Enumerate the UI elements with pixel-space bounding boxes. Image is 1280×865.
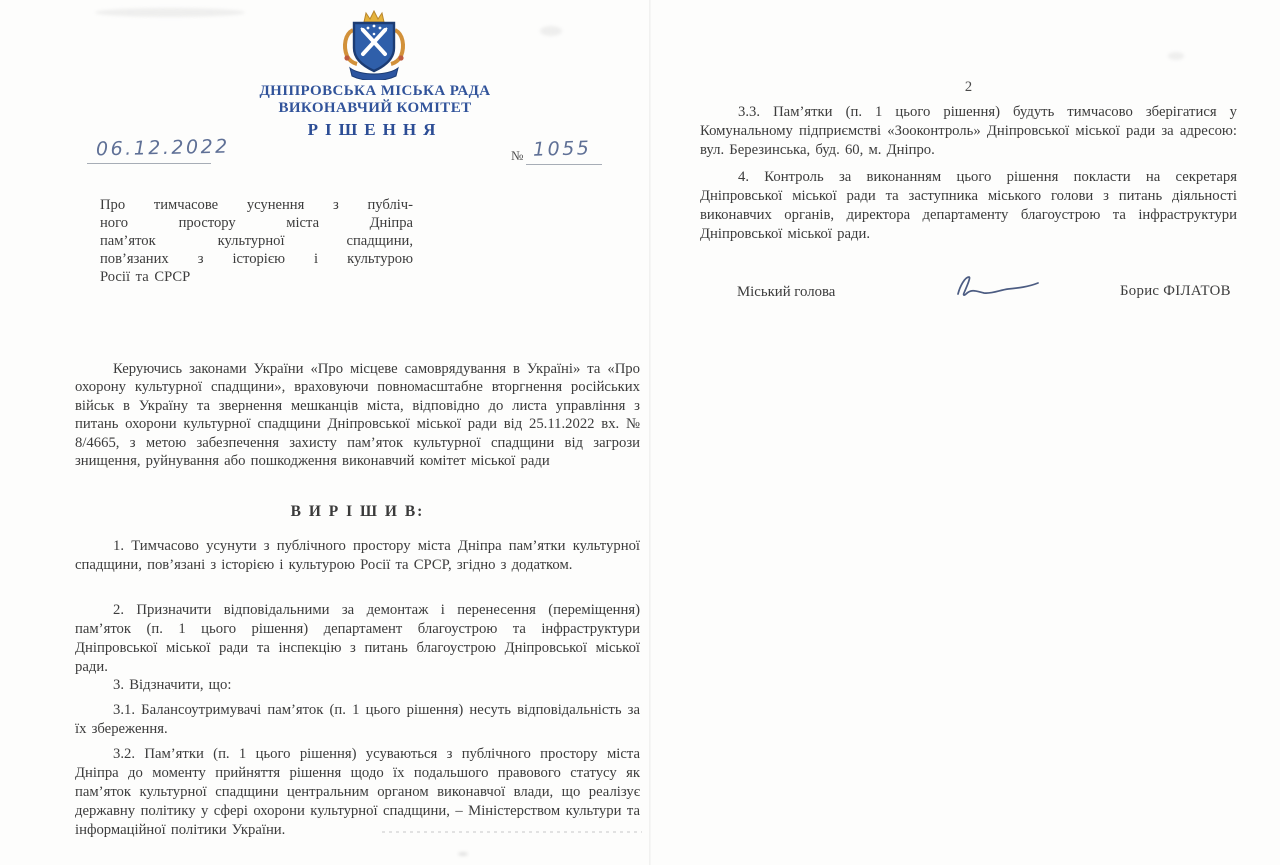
scan-smudge [1168, 52, 1184, 60]
resolution-item-3-3: 3.3. Пам’ятки (п. 1 цього рішення) будуть тимчасово зберігатися у Комунальному підприємстві «Зооконтроль» Дніпровської міської ради за адресою: вул. Березинська, буд. 60, м. Дніпро. [700, 104, 1237, 158]
org-name-line-2: ВИКОНАВЧИЙ КОМІТЕТ [278, 100, 472, 116]
resolution-item-2: 2. Призначити відповідальними за демонтаж і перенесення (переміщення) пам’яток (п. 1 цього рішення) департамент благоустрою та інфраструктури Дніпровської міської ради та інспекцію з питань благоустрою Дніпровської міської ради. [75, 602, 640, 675]
org-name-line-1: ДНІПРОВСЬКА МІСЬКА РАДА [259, 83, 491, 99]
subject-line: пов’язаних з історією і культурою [100, 251, 413, 267]
subject-line: Про тимчасове усунення з публіч- [100, 197, 413, 213]
preamble-paragraph: Керуючись законами України «Про місцеве самоврядування в Україні» та «Про охорону культурної спадщини», враховуючи повномасштабне вторгнення російських військ в Україну та звернення мешканців міста, відповідно до листа управління з питань охорони культурної спадщини Дніпровської міської ради від 25.11.2022 вх. № 8/4665, з метою забезпечення захисту пам’яток культурної спадщини від загрози знищення, руйнування або пошкодження виконавчий комітет міської ради [75, 361, 640, 470]
number-handwritten: 1055 [532, 137, 592, 161]
document-type-title: РІШЕННЯ [307, 120, 443, 139]
signature-scribble-icon [948, 266, 1048, 309]
subject-line: ного простору міста Дніпра [100, 215, 413, 231]
scan-smudge [458, 852, 468, 856]
resolution-item-3-2: 3.2. Пам’ятки (п. 1 цього рішення) усуваються з публічного простору міста Дніпра до моменту прийняття рішення щодо їх подальшого правового статусу як пам’яток культурної спадщини центральним органом виконавчої влади, що реалізує державну політику у сфері охорони культурної спадщини, – Міністерством культури та інформаційної політики України. [75, 746, 640, 838]
resolution-heading: В И Р І Ш И В: [290, 503, 425, 520]
page-number: 2 [964, 79, 973, 95]
page-divider-line [649, 0, 651, 865]
document-header [155, 83, 595, 140]
date-handwritten: 06.12.2022 [95, 135, 231, 161]
signature-name: Борис ФІЛАТОВ [1120, 283, 1231, 299]
resolution-item-3: 3. Відзначити, що: [113, 677, 232, 693]
scan-smudge [95, 8, 245, 17]
resolution-item-3-1: 3.1. Балансоутримувачі пам’яток (п. 1 цього рішення) несуть відповідальність за їх збереження. [75, 702, 640, 737]
date-underline [87, 163, 211, 164]
resolution-item-4: 4. Контроль за виконанням цього рішення покласти на секретаря Дніпровської міської ради та заступника міського голови з питань діяльності виконавчих органів, директора департаменту благоустрою та інфраструктури Дніпровської міської ради. [700, 169, 1237, 242]
number-label: № [511, 148, 524, 163]
subject-line: пам’яток культурної спадщини, [100, 233, 413, 249]
scan-smudge [540, 26, 562, 36]
city-coat-of-arms-icon [337, 8, 411, 85]
signature-role: Міський голова [737, 284, 836, 300]
resolution-item-1: 1. Тимчасово усунути з публічного простору міста Дніпра пам’ятки культурної спадщини, пов’язані з історією і культурою Росії та СРСР, згідно з додатком. [75, 538, 640, 573]
subject-block [100, 196, 413, 286]
subject-line: Росії та СРСР [100, 269, 191, 285]
number-underline [526, 164, 602, 165]
